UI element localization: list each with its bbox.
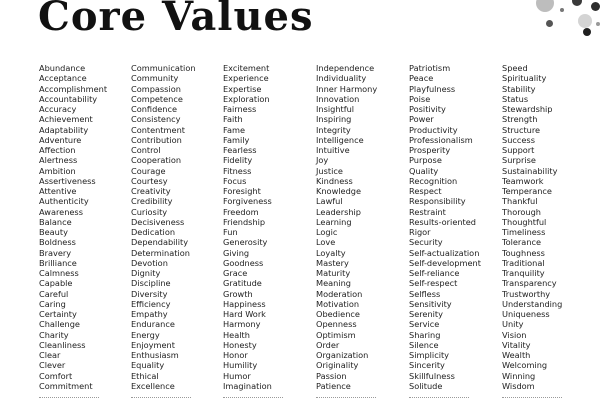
- value-item: Foresight: [223, 186, 261, 196]
- value-item: Success: [502, 134, 535, 145]
- value-item: Caring: [39, 298, 66, 309]
- value-item: Toughness: [502, 247, 545, 258]
- value-item: Serenity: [409, 309, 443, 319]
- value-item: Dedication: [131, 227, 176, 237]
- value-item: Freedom: [223, 206, 259, 217]
- value-item: Organization: [316, 350, 369, 360]
- value-item: Logic: [316, 227, 338, 237]
- value-item: Love: [316, 237, 336, 248]
- value-item: Challenge: [39, 319, 80, 330]
- value-item: Trustworthy: [502, 288, 551, 299]
- value-item: Structure: [502, 124, 541, 135]
- value-item: Communication: [131, 63, 196, 73]
- value-item: Confidence: [131, 104, 178, 114]
- value-item: Efficiency: [131, 298, 171, 309]
- value-item: Adaptability: [39, 124, 89, 135]
- value-item: Learning: [316, 216, 352, 227]
- value-item: Motivation: [316, 298, 360, 309]
- value-item: Loyalty: [316, 247, 346, 258]
- value-item: Timeliness: [502, 227, 546, 237]
- value-item: Originality: [316, 360, 359, 371]
- value-item: Winning: [502, 370, 536, 381]
- value-item: Obedience: [316, 309, 360, 319]
- value-item: Community: [131, 73, 179, 84]
- value-item: Determination: [131, 247, 190, 258]
- value-item: Tolerance: [502, 237, 542, 248]
- value-item: Boldness: [39, 237, 76, 248]
- value-item: Commitment: [39, 380, 93, 391]
- value-item: Awareness: [39, 206, 83, 217]
- value-item: Careful: [39, 288, 69, 299]
- value-item: Recognition: [409, 175, 458, 186]
- value-item: Curiosity: [131, 206, 168, 217]
- value-item: Spirituality: [502, 73, 547, 84]
- decor-circle: [596, 22, 600, 26]
- value-item: Contribution: [131, 134, 182, 145]
- decor-circle: [546, 20, 553, 27]
- value-item: Focus: [223, 175, 247, 186]
- value-item: Optimism: [316, 329, 356, 340]
- value-item: Stewardship: [502, 104, 553, 114]
- value-item: Ambition: [39, 165, 76, 176]
- decor-circle: [583, 28, 591, 36]
- value-item: Self-respect: [409, 278, 458, 289]
- value-item: Speed: [502, 63, 528, 73]
- value-item: Honor: [223, 350, 248, 360]
- value-item: Results-oriented: [409, 216, 476, 227]
- value-item: Tranquility: [502, 268, 545, 278]
- value-item: Goodness: [223, 257, 264, 268]
- value-item: Health: [223, 329, 250, 340]
- value-item: Sustainability: [502, 165, 558, 176]
- value-item: Clever: [39, 360, 66, 371]
- value-item: Gratitude: [223, 278, 262, 289]
- value-item: Alertness: [39, 155, 78, 166]
- value-item: Balance: [39, 216, 72, 227]
- value-item: Traditional: [502, 257, 545, 268]
- value-item: Fairness: [223, 104, 257, 114]
- dotted-line: [131, 397, 191, 398]
- value-item: Decisiveness: [131, 216, 185, 227]
- value-item: Endurance: [131, 319, 175, 330]
- value-item: Happiness: [223, 298, 266, 309]
- value-item: Respect: [409, 186, 442, 196]
- value-item: Grace: [223, 268, 248, 278]
- value-item: Certainty: [39, 309, 77, 319]
- value-item: Poise: [409, 93, 431, 104]
- value-item: Sensitivity: [409, 298, 452, 309]
- value-item: Consistency: [131, 114, 181, 125]
- value-item: Fearless: [223, 145, 257, 155]
- value-item: Authenticity: [39, 196, 89, 207]
- value-item: Justice: [316, 165, 343, 176]
- value-item: Humility: [223, 360, 258, 371]
- value-item: Professionalism: [409, 134, 473, 145]
- value-item: Independence: [316, 63, 375, 73]
- value-item: Bravery: [39, 247, 72, 258]
- value-item: Individuality: [316, 73, 367, 84]
- value-item: Humor: [223, 370, 251, 381]
- values-column-5: [409, 63, 481, 391]
- value-item: Self-development: [409, 257, 481, 268]
- value-item: Growth: [223, 288, 253, 299]
- value-item: Excitement: [223, 63, 270, 73]
- value-item: Temperance: [502, 186, 552, 196]
- decor-circle: [578, 14, 592, 28]
- value-item: Peace: [409, 73, 434, 84]
- value-item: Discipline: [131, 278, 171, 289]
- value-item: Vitality: [502, 339, 531, 350]
- values-column-1: [39, 63, 107, 391]
- value-item: Understanding: [502, 298, 563, 309]
- value-item: Capable: [39, 278, 73, 289]
- value-item: Clear: [39, 350, 61, 360]
- value-item: Welcoming: [502, 360, 548, 371]
- value-item: Accuracy: [39, 104, 77, 114]
- value-item: Surprise: [502, 155, 536, 166]
- value-item: Expertise: [223, 83, 262, 94]
- value-item: Fun: [223, 227, 238, 237]
- values-column-3: [223, 63, 272, 391]
- value-item: Faith: [223, 114, 243, 125]
- value-item: Achievement: [39, 114, 93, 125]
- value-item: Power: [409, 114, 434, 125]
- value-item: Credibility: [131, 196, 173, 207]
- value-item: Brilliance: [39, 257, 77, 268]
- value-item: Solitude: [409, 380, 443, 391]
- value-item: Fitness: [223, 165, 252, 176]
- value-item: Assertiveness: [39, 175, 96, 186]
- value-item: Mastery: [316, 257, 349, 268]
- value-item: Equality: [131, 360, 165, 371]
- value-item: Joy: [316, 155, 329, 166]
- value-item: Support: [502, 145, 535, 155]
- value-item: Experience: [223, 73, 269, 84]
- value-item: Ethical: [131, 370, 159, 381]
- value-item: Prosperity: [409, 145, 451, 155]
- value-item: Charity: [39, 329, 69, 340]
- value-item: Self-reliance: [409, 268, 460, 278]
- value-item: Affection: [39, 145, 76, 155]
- value-item: Adventure: [39, 134, 82, 145]
- value-item: Intelligence: [316, 134, 364, 145]
- value-item: Wisdom: [502, 380, 535, 391]
- value-item: Positivity: [409, 104, 446, 114]
- value-item: Passion: [316, 370, 347, 381]
- value-item: Creativity: [131, 186, 171, 196]
- value-item: Generosity: [223, 237, 268, 248]
- value-item: Thoughtful: [502, 216, 547, 227]
- value-item: Simplicity: [409, 350, 450, 360]
- value-item: Integrity: [316, 124, 351, 135]
- value-item: Control: [131, 145, 161, 155]
- value-item: Strength: [502, 114, 538, 125]
- value-item: Knowledge: [316, 186, 362, 196]
- value-item: Silence: [409, 339, 439, 350]
- value-item: Leadership: [316, 206, 361, 217]
- page-title: Core Values: [38, 0, 314, 40]
- value-item: Fidelity: [223, 155, 253, 166]
- value-item: Teamwork: [502, 175, 544, 186]
- value-item: Rigor: [409, 227, 431, 237]
- values-column-4: [316, 63, 377, 391]
- values-column-2: [131, 63, 196, 391]
- value-item: Skillfulness: [409, 370, 455, 381]
- value-item: Dependability: [131, 237, 189, 248]
- value-item: Security: [409, 237, 443, 248]
- value-item: Harmony: [223, 319, 261, 330]
- value-item: Kindness: [316, 175, 353, 186]
- value-item: Purpose: [409, 155, 442, 166]
- value-item: Order: [316, 339, 340, 350]
- value-item: Responsibility: [409, 196, 466, 207]
- dotted-line: [409, 397, 469, 398]
- value-item: Fame: [223, 124, 245, 135]
- value-item: Excellence: [131, 380, 175, 391]
- value-item: Patriotism: [409, 63, 451, 73]
- value-item: Family: [223, 134, 250, 145]
- value-item: Accomplishment: [39, 83, 108, 94]
- value-item: Empathy: [131, 309, 168, 319]
- value-item: Quality: [409, 165, 439, 176]
- decor-circle: [591, 2, 600, 11]
- value-item: Diversity: [131, 288, 168, 299]
- value-item: Uniqueness: [502, 309, 550, 319]
- value-item: Attentive: [39, 186, 77, 196]
- value-item: Beauty: [39, 227, 68, 237]
- value-item: Accountability: [39, 93, 98, 104]
- dotted-line: [316, 397, 376, 398]
- values-column-6: [502, 63, 562, 391]
- value-item: Inspiring: [316, 114, 352, 125]
- value-item: Productivity: [409, 124, 458, 135]
- value-item: Vision: [502, 329, 527, 340]
- value-item: Self-actualization: [409, 247, 480, 258]
- value-item: Patience: [316, 380, 351, 391]
- value-item: Transparency: [502, 278, 557, 289]
- value-item: Competence: [131, 93, 183, 104]
- value-item: Thankful: [502, 196, 538, 207]
- value-item: Forgiveness: [223, 196, 272, 207]
- value-item: Giving: [223, 247, 250, 258]
- decor-circle: [560, 8, 564, 12]
- value-item: Status: [502, 93, 529, 104]
- value-item: Innovation: [316, 93, 360, 104]
- dotted-line: [39, 397, 99, 398]
- value-item: Playfulness: [409, 83, 456, 94]
- value-item: Imagination: [223, 380, 272, 391]
- value-item: Lawful: [316, 196, 343, 207]
- value-item: Openness: [316, 319, 357, 330]
- value-item: Energy: [131, 329, 160, 340]
- value-item: Service: [409, 319, 440, 330]
- value-item: Selfless: [409, 288, 441, 299]
- value-item: Thorough: [502, 206, 541, 217]
- value-item: Devotion: [131, 257, 168, 268]
- value-item: Inner Harmony: [316, 83, 378, 94]
- value-item: Comfort: [39, 370, 73, 381]
- decor-circle: [536, 0, 554, 12]
- value-item: Exploration: [223, 93, 270, 104]
- value-item: Enthusiasm: [131, 350, 179, 360]
- value-item: Dignity: [131, 268, 161, 278]
- value-item: Courtesy: [131, 175, 168, 186]
- value-item: Contentment: [131, 124, 185, 135]
- dotted-line: [223, 397, 283, 398]
- value-item: Cleanliness: [39, 339, 86, 350]
- value-item: Wealth: [502, 350, 531, 360]
- value-item: Enjoyment: [131, 339, 175, 350]
- value-item: Friendship: [223, 216, 266, 227]
- value-item: Restraint: [409, 206, 446, 217]
- value-item: Hard Work: [223, 309, 266, 319]
- value-item: Sincerity: [409, 360, 445, 371]
- value-item: Stability: [502, 83, 536, 94]
- value-item: Moderation: [316, 288, 363, 299]
- value-item: Sharing: [409, 329, 441, 340]
- value-item: Unity: [502, 319, 524, 330]
- value-item: Insightful: [316, 104, 355, 114]
- value-item: Acceptance: [39, 73, 87, 84]
- value-item: Compassion: [131, 83, 181, 94]
- value-item: Meaning: [316, 278, 351, 289]
- value-item: Abundance: [39, 63, 86, 73]
- decor-circle: [572, 0, 582, 6]
- value-item: Intuitive: [316, 145, 350, 155]
- value-item: Cooperation: [131, 155, 182, 166]
- value-item: Courage: [131, 165, 166, 176]
- value-item: Maturity: [316, 268, 351, 278]
- dotted-line: [502, 397, 562, 398]
- value-item: Honesty: [223, 339, 257, 350]
- value-item: Calmness: [39, 268, 79, 278]
